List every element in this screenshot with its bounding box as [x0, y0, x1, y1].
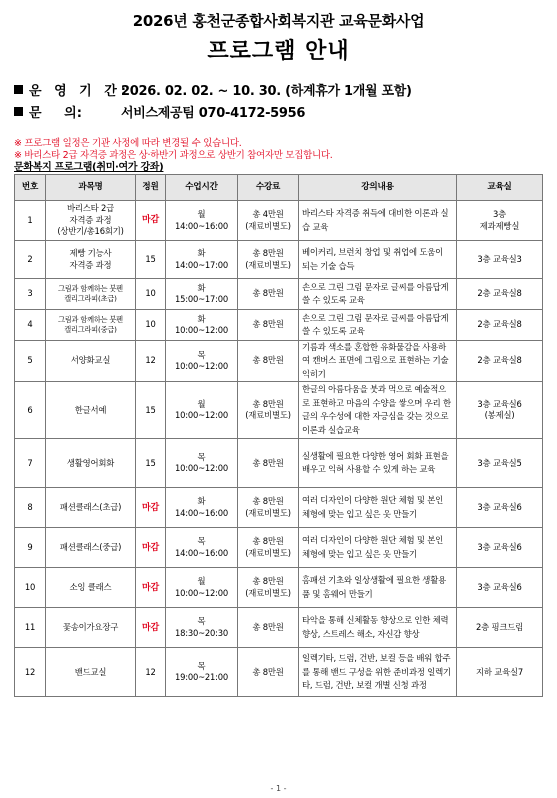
- table-row: [15, 439, 543, 488]
- cell-capacity: 마감: [136, 608, 166, 648]
- cell-fee-line: 총 8만원: [252, 536, 284, 547]
- cell-subject-line: 서양화교실: [70, 355, 111, 366]
- cell-subject-line: 그림과 함께하는 붓펜: [58, 315, 123, 325]
- cell-class-time-line: 14:00~17:00: [174, 259, 229, 270]
- cell-room-line: 제과제빵실: [479, 220, 520, 231]
- cell-room-line: 2층 교육실8: [477, 319, 522, 330]
- cell-room-line: 2층 교육실8: [477, 288, 522, 299]
- cell-fee: [238, 488, 299, 528]
- cell-class-time-line: 10:00~12:00: [174, 361, 229, 372]
- header-room: 교육실: [457, 175, 543, 201]
- section-title: 문화복지 프로그램(취미·여가 강좌): [14, 162, 164, 173]
- cell-fee-line: 총 8만원: [252, 622, 284, 633]
- cell-subject-line: 패션클래스(초급): [59, 502, 122, 513]
- cell-subject-line: 바리스타 2급: [66, 203, 115, 214]
- cell-subject-line: 자격증 과정: [69, 259, 112, 270]
- header-subject: 과목명: [46, 175, 136, 201]
- cell-subject: [46, 568, 136, 608]
- cell-class-time-line: 월: [197, 576, 206, 587]
- bullet-square-icon: [14, 85, 23, 94]
- cell-room: [457, 382, 543, 439]
- cell-room: [457, 608, 543, 648]
- cell-number: 2: [15, 241, 46, 279]
- cell-content: 바리스타 자격증 취득에 대비한 이론과 실습 교육: [299, 201, 457, 241]
- cell-fee: [238, 201, 299, 241]
- cell-fee: [238, 310, 299, 341]
- program-table: [14, 174, 543, 697]
- cell-fee-line: (재료비별도): [245, 259, 291, 270]
- cell-subject-line: 자격증 과정: [69, 214, 112, 225]
- cell-room: [457, 568, 543, 608]
- cell-class-time-line: 화: [197, 282, 206, 293]
- cell-class-time-line: 10:00~12:00: [174, 587, 229, 598]
- cell-fee: [238, 382, 299, 439]
- cell-subject: [46, 341, 136, 382]
- cell-room-line: 3층 교육실6: [477, 398, 522, 409]
- cell-fee-line: 총 8만원: [252, 457, 284, 468]
- cell-room: [457, 279, 543, 310]
- table-row: [15, 310, 543, 341]
- cell-class-time: [166, 488, 238, 528]
- cell-capacity: 마감: [136, 568, 166, 608]
- cell-content: 손으로 그린 그림 문자로 글씨를 아름답게 쓸 수 있도록 교육: [299, 279, 457, 310]
- cell-fee-line: (재료비별도): [245, 547, 291, 558]
- cell-capacity: 마감: [136, 528, 166, 568]
- table-row: [15, 341, 543, 382]
- cell-class-time: [166, 439, 238, 488]
- cell-room-line: (봉제실): [484, 410, 515, 421]
- cell-capacity: 마감: [136, 488, 166, 528]
- cell-number: 11: [15, 608, 46, 648]
- cell-fee-line: (재료비별도): [245, 507, 291, 518]
- cell-content: 여러 디자인이 다양한 원단 체험 및 본인 체형에 맞는 입고 싶은 옷 만들기: [299, 528, 457, 568]
- cell-class-time: [166, 279, 238, 310]
- cell-class-time: [166, 241, 238, 279]
- cell-class-time: [166, 648, 238, 697]
- header-content: 강의내용: [299, 175, 457, 201]
- cell-number: 12: [15, 648, 46, 697]
- cell-content: 여러 디자인이 다양한 원단 체험 및 본인 체형에 맞는 입고 싶은 옷 만들기: [299, 488, 457, 528]
- cell-room-line: 2층 핑크드림: [475, 622, 524, 633]
- cell-subject: [46, 310, 136, 341]
- cell-room: [457, 648, 543, 697]
- cell-subject: [46, 241, 136, 279]
- cell-room: [457, 310, 543, 341]
- cell-fee: [238, 279, 299, 310]
- bullet-square-icon: [14, 107, 23, 116]
- cell-fee: [238, 241, 299, 279]
- cell-subject: [46, 608, 136, 648]
- cell-class-time: [166, 201, 238, 241]
- cell-number: 4: [15, 310, 46, 341]
- header-capacity: 정원: [136, 175, 166, 201]
- cell-room: [457, 241, 543, 279]
- cell-fee: [238, 568, 299, 608]
- cell-subject-line: 패션클래스(중급): [59, 542, 122, 553]
- cell-capacity: 10: [136, 310, 166, 341]
- cell-subject-line: 생활영어회화: [66, 457, 115, 468]
- cell-class-time-line: 10:00~12:00: [174, 463, 229, 474]
- cell-room-line: 3층 교육실5: [477, 457, 522, 468]
- cell-room-line: 3층 교육실3: [477, 253, 522, 264]
- cell-fee-line: (재료비별도): [245, 587, 291, 598]
- period-value: 2026. 02. 02. ~ 10. 30. (하계휴가 1개월 포함): [121, 84, 412, 99]
- cell-content: 일렉기타, 드럼, 건반, 보컬 등을 배워 합주를 통해 밴드 구성을 위한 준비과정 일렉기타, 드럼, 건반, 보컬 개별 신청 과정: [299, 648, 457, 697]
- cell-fee-line: 총 8만원: [252, 398, 284, 409]
- cell-number: 9: [15, 528, 46, 568]
- cell-fee-line: 총 8만원: [252, 576, 284, 587]
- cell-room-line: 3층 교육실6: [477, 582, 522, 593]
- cell-fee-line: 총 8만원: [252, 355, 284, 366]
- cell-subject: [46, 648, 136, 697]
- cell-subject: [46, 488, 136, 528]
- cell-content: 기름과 색소를 혼합한 유화물감을 사용하여 캔버스 표면에 그림으로 표현하는 기술 익히기: [299, 341, 457, 382]
- cell-room-line: 지하 교육실7: [475, 666, 524, 677]
- cell-fee-line: (재료비별도): [245, 410, 291, 421]
- header-fee: 수강료: [238, 175, 299, 201]
- contact-value: 서비스제공팀 070-4172-5956: [121, 106, 306, 121]
- cell-number: 8: [15, 488, 46, 528]
- cell-number: 10: [15, 568, 46, 608]
- table-row: [15, 279, 543, 310]
- cell-capacity: 15: [136, 382, 166, 439]
- cell-class-time: [166, 341, 238, 382]
- cell-room: [457, 528, 543, 568]
- period-label: 운 영 기 간:: [29, 84, 131, 99]
- cell-content: 타악을 통해 신체활동 향상으로 인한 체력향상, 스트레스 해소, 자신감 향상: [299, 608, 457, 648]
- cell-room: [457, 341, 543, 382]
- notice-schedule: ※ 프로그램 일정은 기관 사정에 따라 변경될 수 있습니다.: [14, 138, 242, 149]
- table-row: [15, 568, 543, 608]
- cell-subject: [46, 382, 136, 439]
- header-number: 번호: [15, 175, 46, 201]
- cell-class-time-line: 월: [197, 209, 206, 220]
- cell-fee: [238, 439, 299, 488]
- cell-subject-line: 소잉 클래스: [69, 582, 112, 593]
- cell-capacity: 12: [136, 341, 166, 382]
- cell-subject: [46, 201, 136, 241]
- table-row: [15, 648, 543, 697]
- table-row: [15, 241, 543, 279]
- cell-number: 7: [15, 439, 46, 488]
- cell-subject-line: 꽃송이가요장구: [62, 622, 119, 633]
- cell-fee-line: 총 8만원: [252, 288, 284, 299]
- cell-class-time-line: 목: [197, 349, 206, 360]
- cell-room: [457, 488, 543, 528]
- cell-class-time-line: 월: [197, 398, 206, 409]
- cell-subject-line: 캘리그라피(초급): [64, 294, 117, 303]
- cell-subject-line: 밴드교실: [74, 666, 107, 677]
- cell-class-time-line: 목: [197, 451, 206, 462]
- cell-subject-line: 제빵 기능사: [69, 248, 112, 259]
- program-table-body: [15, 201, 543, 697]
- cell-fee-line: 총 8만원: [252, 666, 284, 677]
- cell-class-time: [166, 528, 238, 568]
- document-title: 2026년 홍천군종합사회복지관 교육문화사업: [132, 12, 425, 30]
- cell-content: 베이커리, 브런치 창업 및 취업에 도움이 되는 기술 습득: [299, 241, 457, 279]
- cell-capacity: 마감: [136, 201, 166, 241]
- cell-subject-line: (상반기/총16회기): [57, 226, 124, 237]
- cell-class-time-line: 14:00~16:00: [174, 507, 229, 518]
- cell-room-line: 2층 교육실8: [477, 355, 522, 366]
- cell-class-time-line: 목: [197, 616, 206, 627]
- cell-number: 3: [15, 279, 46, 310]
- cell-class-time-line: 10:00~12:00: [174, 325, 229, 335]
- cell-fee-line: 총 8만원: [252, 496, 284, 507]
- table-row: [15, 382, 543, 439]
- cell-number: 5: [15, 341, 46, 382]
- table-row: [15, 201, 543, 241]
- cell-fee: [238, 608, 299, 648]
- cell-content: 실생활에 필요한 다양한 영어 회화 표현을 배우고 익혀 사용할 수 있게 하는 교육: [299, 439, 457, 488]
- cell-class-time-line: 화: [197, 248, 206, 259]
- cell-content: 한글의 아름다움을 붓과 먹으로 예술적으로 표현하고 마음의 수양을 쌓으며 우리 한글의 우수성에 대한 자긍심을 갖는 것으로 이론과 실습교육: [299, 382, 457, 439]
- cell-class-time: [166, 382, 238, 439]
- cell-number: 1: [15, 201, 46, 241]
- cell-room: [457, 201, 543, 241]
- cell-class-time-line: 10:00~12:00: [174, 410, 229, 421]
- cell-class-time-line: 화: [197, 496, 206, 507]
- document-subtitle: 프로그램 안내: [207, 39, 350, 64]
- cell-content: 홈패션 기초와 일상생활에 필요한 생활용품 및 홈웨어 만들기: [299, 568, 457, 608]
- cell-content: 손으로 그린 그림 문자로 글씨를 아름답게 쓸 수 있도록 교육: [299, 310, 457, 341]
- cell-room-line: 3층: [492, 209, 507, 220]
- cell-capacity: 10: [136, 279, 166, 310]
- cell-class-time-line: 화: [197, 313, 206, 324]
- cell-capacity: 15: [136, 439, 166, 488]
- cell-fee-line: 총 8만원: [252, 248, 284, 259]
- cell-room-line: 3층 교육실6: [477, 502, 522, 513]
- cell-subject-line: 캘리그라피(중급): [64, 325, 117, 334]
- cell-fee: [238, 528, 299, 568]
- cell-fee-line: (재료비별도): [245, 220, 291, 231]
- cell-subject: [46, 528, 136, 568]
- cell-class-time: [166, 608, 238, 648]
- cell-subject: [46, 279, 136, 310]
- cell-class-time-line: 14:00~16:00: [174, 547, 229, 558]
- header-class-time: 수업시간: [166, 175, 238, 201]
- cell-subject: [46, 439, 136, 488]
- cell-class-time-line: 19:00~21:00: [174, 672, 229, 683]
- cell-capacity: 15: [136, 241, 166, 279]
- cell-class-time-line: 14:00~16:00: [174, 220, 229, 231]
- cell-fee: [238, 648, 299, 697]
- period-line: [14, 80, 412, 99]
- cell-capacity: 12: [136, 648, 166, 697]
- notice-barista: ※ 바리스타 2급 자격증 과정은 상·하반기 과정으로 상반기 참여자만 모집합니다.: [14, 150, 333, 161]
- cell-class-time-line: 15:00~17:00: [174, 294, 229, 304]
- table-header-row: [15, 175, 543, 201]
- cell-class-time: [166, 568, 238, 608]
- cell-number: 6: [15, 382, 46, 439]
- cell-room-line: 3층 교육실6: [477, 542, 522, 553]
- cell-room: [457, 439, 543, 488]
- contact-line: [14, 102, 305, 121]
- cell-fee-line: 총 4만원: [252, 209, 284, 220]
- table-row: [15, 608, 543, 648]
- contact-label: 문 의:: [29, 106, 82, 121]
- table-row: [15, 528, 543, 568]
- cell-fee-line: 총 8만원: [252, 319, 284, 330]
- cell-subject-line: 한글서예: [74, 404, 107, 415]
- cell-subject-line: 그림과 함께하는 붓펜: [58, 284, 123, 294]
- page-number: - 1 -: [270, 784, 287, 793]
- cell-class-time: [166, 310, 238, 341]
- cell-fee: [238, 341, 299, 382]
- cell-class-time-line: 18:30~20:30: [174, 627, 229, 638]
- cell-class-time-line: 목: [197, 660, 206, 671]
- table-row: [15, 488, 543, 528]
- cell-class-time-line: 목: [197, 536, 206, 547]
